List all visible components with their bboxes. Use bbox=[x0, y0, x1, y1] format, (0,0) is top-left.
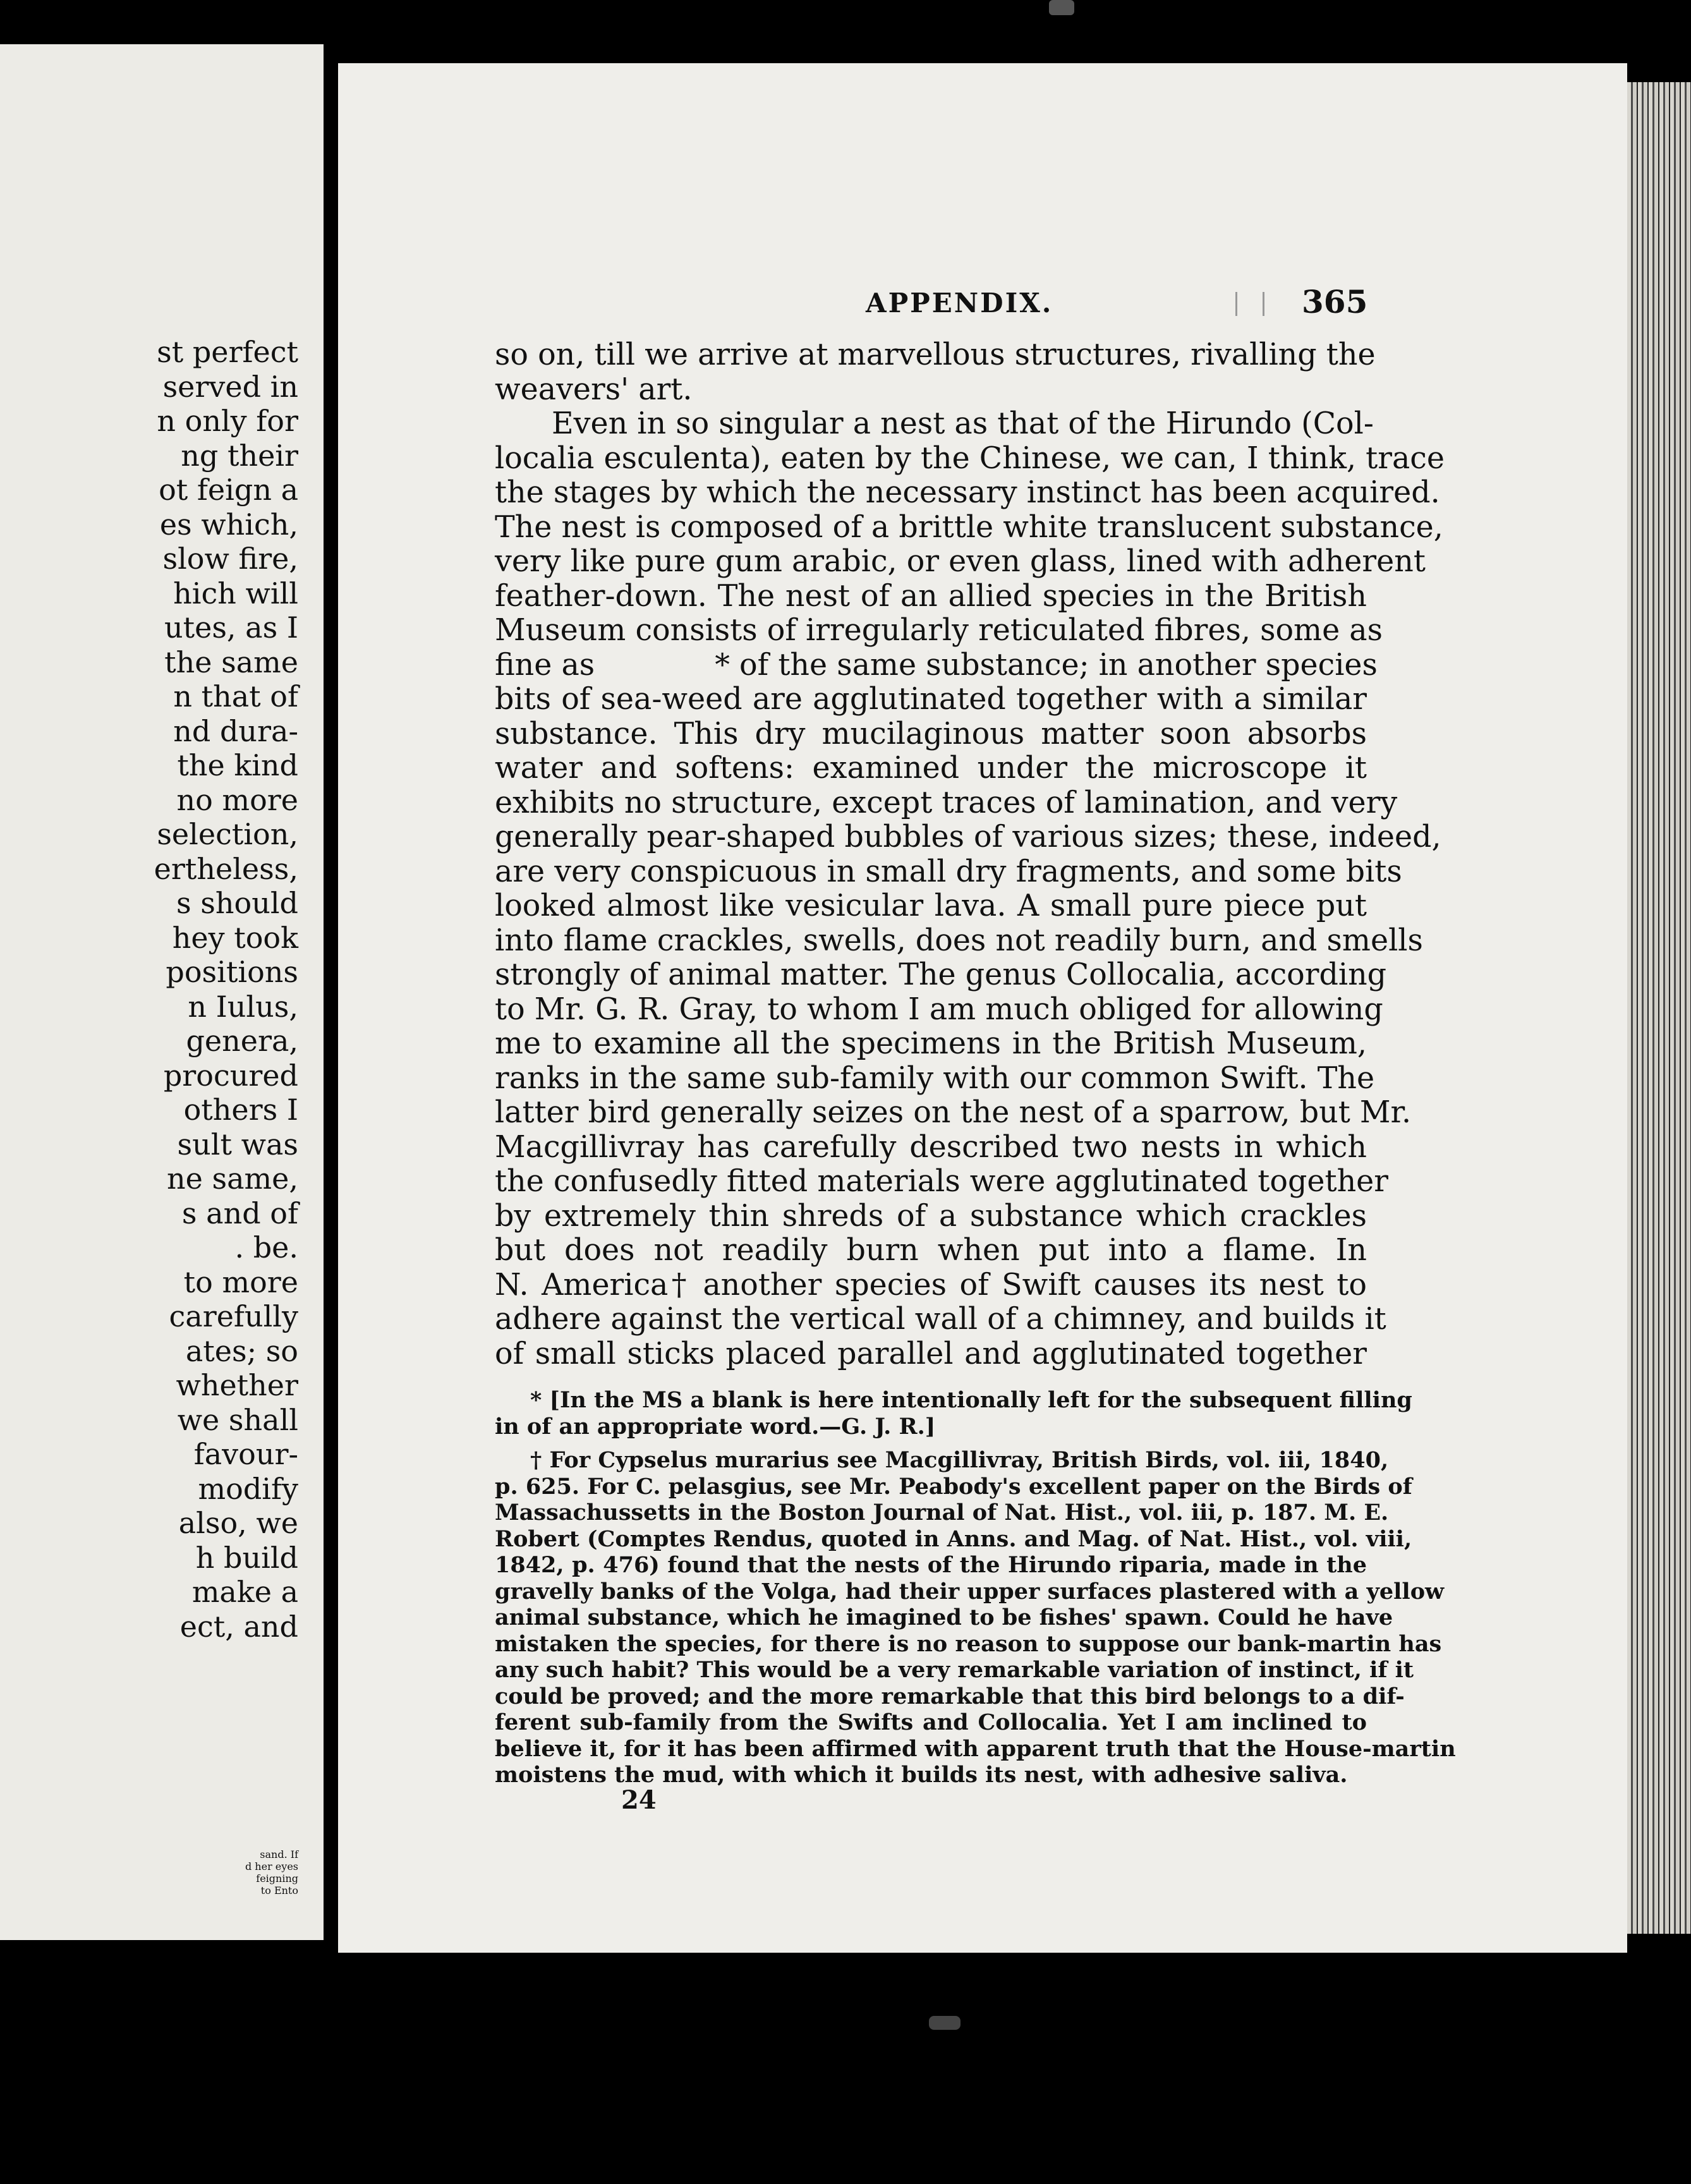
footnote-line: Massachussetts in the Boston Journal of Nat. Hist., vol. iii, p. 187. M. E. bbox=[495, 1500, 1389, 1526]
left-text-line: we shall bbox=[177, 1402, 298, 1437]
body-text-line: latter bird generally seizes on the nest of a sparrow, but Mr. bbox=[495, 1095, 1412, 1130]
body-text-line bbox=[495, 647, 1378, 683]
left-footnote-line: feigning bbox=[256, 1872, 298, 1884]
head-ornament bbox=[1235, 292, 1264, 316]
left-text-line: carefully bbox=[169, 1299, 298, 1333]
left-text-line: sult was bbox=[177, 1127, 298, 1162]
left-text-line: ates; so bbox=[185, 1333, 298, 1368]
left-footnote-line: to Ento bbox=[260, 1884, 298, 1896]
body-text-line: localia esculenta), eaten by the Chinese, we can, I think, trace bbox=[495, 440, 1445, 476]
body-text-line: are very conspicuous in small dry fragments, and some bits bbox=[495, 854, 1402, 889]
left-text-line: nd dura- bbox=[173, 713, 298, 748]
left-text-line: utes, as I bbox=[164, 610, 298, 645]
body-text-line: generally pear-shaped bubbles of various sizes; these, indeed, bbox=[495, 820, 1441, 854]
left-text-line: es which, bbox=[159, 507, 298, 542]
footnote-line: Robert (Comptes Rendus, quoted in Anns. and Mag. of Nat. Hist., vol. viii, bbox=[495, 1526, 1412, 1552]
left-text-line: to more bbox=[183, 1265, 298, 1299]
footnote-line: p. 625. For C. pelasgius, see Mr. Peabody's excellent paper on the Birds of bbox=[495, 1473, 1412, 1500]
footnote-line: in of an appropriate word.—G. J. R.] bbox=[495, 1413, 936, 1440]
scan-artifact-bottom bbox=[929, 2016, 961, 2030]
left-text-line: no more bbox=[176, 782, 298, 817]
left-text-line: also, we bbox=[178, 1506, 298, 1540]
left-page-text-column bbox=[1, 335, 298, 1644]
left-text-line: others I bbox=[183, 1093, 298, 1127]
left-text-line: h build bbox=[195, 1540, 298, 1575]
body-text-line: the confusedly fitted materials were agglutinated together bbox=[495, 1164, 1388, 1199]
left-text-line: ect, and bbox=[179, 1609, 298, 1644]
body-text-line: feather-down. The nest of an allied species in the British bbox=[495, 578, 1367, 614]
left-text-line: selection, bbox=[157, 817, 298, 851]
body-text-line: looked almost like vesicular lava. A small pure piece put bbox=[495, 889, 1367, 923]
left-text-line: hey took bbox=[172, 920, 298, 955]
left-text-line: favour- bbox=[193, 1437, 298, 1471]
footnote-line: † For Cypselus murarius see Macgillivray, British Birds, vol. iii, 1840, bbox=[530, 1447, 1389, 1473]
body-text-line: Even in so singular a nest as that of the Hirundo (Col- bbox=[552, 406, 1374, 441]
footnote-line: ferent sub-family from the Swifts and Collocalia. Yet I am inclined to bbox=[495, 1709, 1367, 1735]
left-text-line: ot feign a bbox=[159, 473, 298, 507]
left-text-line: modify bbox=[198, 1471, 298, 1506]
running-head: APPENDIX. bbox=[866, 288, 1053, 318]
left-text-line: . be. bbox=[234, 1230, 298, 1265]
footnote-line: 1842, p. 476) found that the nests of the Hirundo riparia, made in the bbox=[495, 1552, 1367, 1578]
left-text-line: procured bbox=[163, 1058, 298, 1093]
body-text-line: N. America† another species of Swift causes its nest to bbox=[495, 1267, 1367, 1302]
left-text-line: ne same, bbox=[167, 1162, 298, 1196]
body-text-line: so on, till we arrive at marvellous structures, rivalling the bbox=[495, 337, 1376, 372]
left-text-line: hich will bbox=[173, 576, 298, 610]
footnote-line: any such habit? This would be a very remarkable variation of instinct, if it bbox=[495, 1657, 1414, 1683]
left-text-line: s and of bbox=[181, 1196, 298, 1230]
page-number: 365 bbox=[1302, 283, 1368, 320]
left-text-line: ng their bbox=[181, 438, 298, 473]
left-text-line: the same bbox=[164, 645, 298, 679]
left-page bbox=[0, 44, 324, 1940]
gutter-shadow bbox=[327, 60, 336, 1931]
body-text-line: adhere against the vertical wall of a chimney, and builds it bbox=[495, 1302, 1386, 1337]
left-text-line: ertheless, bbox=[154, 851, 298, 886]
body-text bbox=[495, 337, 1445, 1371]
body-text-line: substance. This dry mucilaginous matter soon absorbs bbox=[495, 716, 1367, 751]
body-text-line: me to examine all the specimens in the British Museum, bbox=[495, 1026, 1367, 1061]
scan-artifact-top bbox=[1049, 0, 1074, 15]
body-text-line: Macgillivray has carefully described two nests in which bbox=[495, 1129, 1367, 1165]
footnote-line: moistens the mud, with which it builds its nest, with adhesive saliva. bbox=[495, 1762, 1348, 1788]
left-text-line: the kind bbox=[177, 748, 298, 782]
body-text-line: to Mr. G. R. Gray, to whom I am much obliged for allowing bbox=[495, 992, 1383, 1027]
left-text-line: served in bbox=[162, 369, 298, 404]
body-text-line: into flame crackles, swells, does not readily burn, and smells bbox=[495, 923, 1423, 958]
left-text-line: genera, bbox=[186, 1024, 298, 1058]
footnote-line: mistaken the species, for there is no reason to suppose our bank-martin has bbox=[495, 1630, 1442, 1657]
body-text-line: water and softens: examined under the microscope it bbox=[495, 751, 1367, 786]
left-footnote-line: sand. If bbox=[260, 1848, 298, 1860]
footnote-line: animal substance, which he imagined to be fishes' spawn. Could he have bbox=[495, 1605, 1393, 1630]
page-edges bbox=[1627, 82, 1691, 1934]
body-text-line: but does not readily burn when put into a flame. In bbox=[495, 1233, 1367, 1268]
left-text-line: make a bbox=[191, 1575, 298, 1609]
footnote-line: could be proved; and the more remarkable that this bird belongs to a dif- bbox=[495, 1683, 1405, 1709]
body-text-fragment: fine as bbox=[495, 647, 595, 682]
left-text-line: n only for bbox=[157, 404, 298, 438]
body-text-line: bits of sea-weed are agglutinated together with a similar bbox=[495, 682, 1367, 717]
left-text-line: s should bbox=[176, 886, 298, 920]
left-text-line: st perfect bbox=[157, 335, 298, 369]
body-text-line: very like pure gum arabic, or even glass, lined with adherent bbox=[495, 544, 1426, 579]
left-text-line: positions bbox=[166, 955, 298, 989]
left-text-line: whether bbox=[176, 1368, 298, 1402]
body-text-line: Museum consists of irregularly reticulated fibres, some as bbox=[495, 613, 1383, 648]
left-text-line: n Iulus, bbox=[188, 989, 298, 1024]
left-text-line: n that of bbox=[173, 679, 298, 713]
footnote-line: believe it, for it has been affirmed with apparent truth that the House-martin bbox=[495, 1735, 1456, 1762]
body-text-line: weavers' art. bbox=[495, 372, 693, 407]
body-text-line: exhibits no structure, except traces of lamination, and very bbox=[495, 785, 1398, 820]
footnotes bbox=[495, 1387, 1456, 1788]
left-page-footnote-fragment bbox=[1, 1848, 298, 1896]
body-text-line: ranks in the same sub-family with our common Swift. The bbox=[495, 1060, 1375, 1096]
body-text-line: by extremely thin shreds of a substance which crackles bbox=[495, 1198, 1367, 1234]
body-text-line: of small sticks placed parallel and agglutinated together bbox=[495, 1336, 1367, 1371]
body-text-line: the stages by which the necessary instinct has been acquired. bbox=[495, 475, 1440, 510]
signature-mark: 24 bbox=[621, 1785, 657, 1815]
footnote-line: gravelly banks of the Volga, had their upper surfaces plastered with a yellow bbox=[495, 1578, 1445, 1605]
left-text-line: slow fire, bbox=[162, 542, 298, 576]
body-text-line: The nest is composed of a brittle white translucent substance, bbox=[495, 509, 1443, 545]
footnote-line: * [In the MS a blank is here intentionally left for the subsequent filling bbox=[530, 1387, 1412, 1413]
body-text-line: strongly of animal matter. The genus Collocalia, according bbox=[495, 957, 1387, 992]
body-text-fragment: * of the same substance; in another species bbox=[715, 647, 1378, 682]
left-footnote-line: d her eyes bbox=[245, 1860, 298, 1872]
